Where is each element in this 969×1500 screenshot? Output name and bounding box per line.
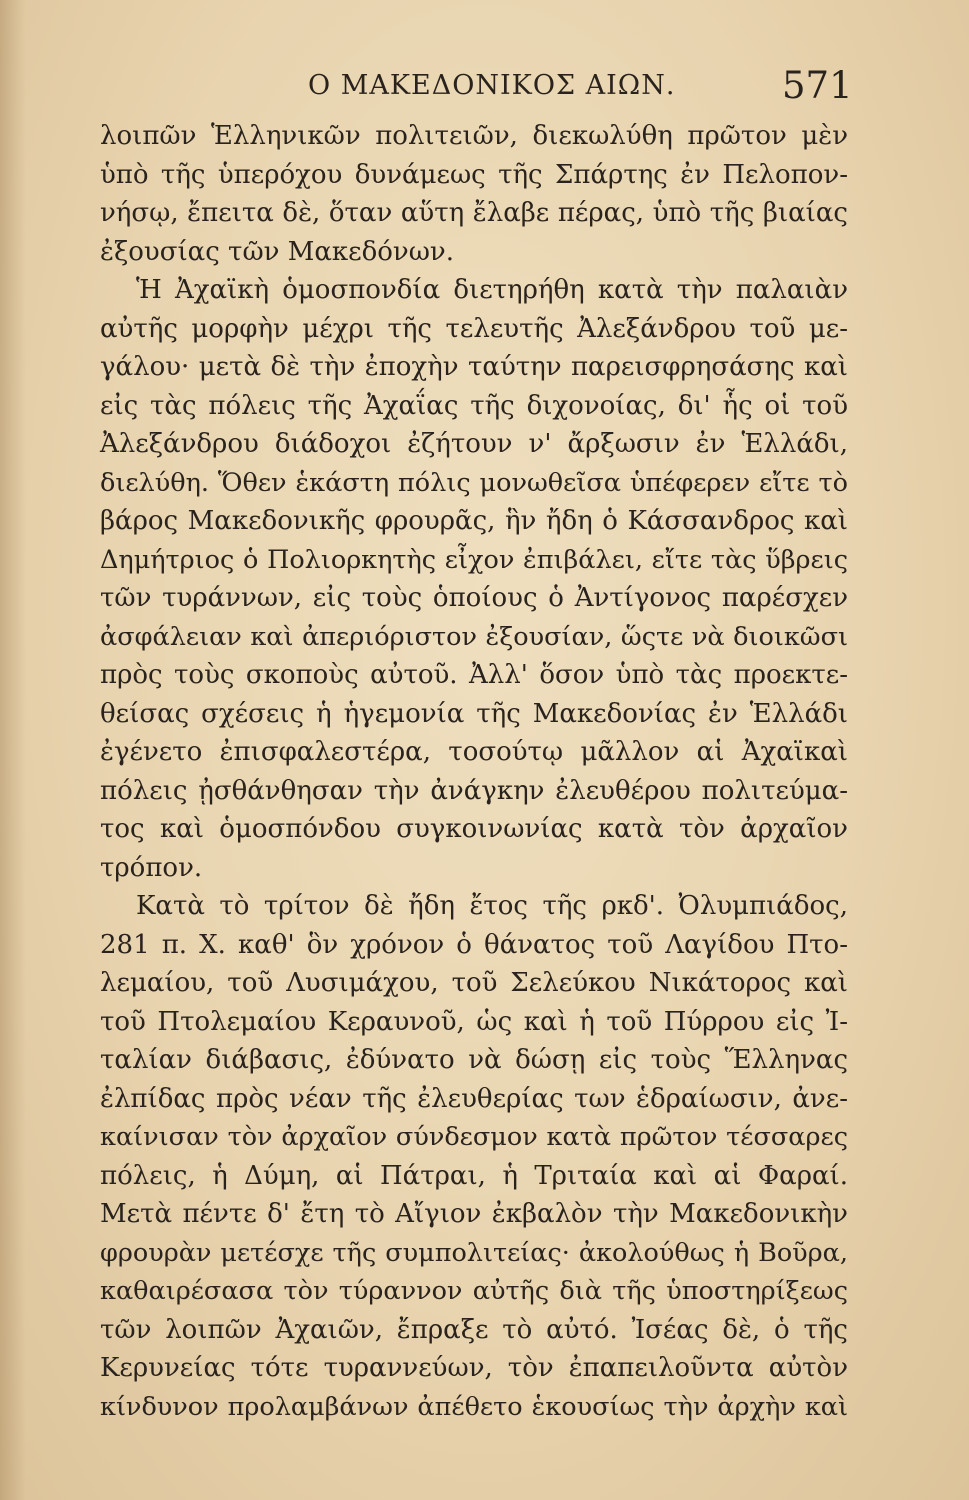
- text-line: κίνδυνον προλαμβάνων ἀπέθετο ἑκουσίως τὴν ἀρχὴν καὶ: [100, 1391, 848, 1422]
- page-edge-shadow: [0, 0, 26, 1500]
- text-line: ταλίαν διάβασις, ἐδύνατο νὰ δώσῃ εἰς τοὺς Ἕλληνας: [100, 1045, 848, 1075]
- text-line: καθαιρέσασα τὸν τύραννον αὐτῆς διὰ τῆς ὑποστηρίξεως: [100, 1276, 848, 1306]
- text-line: Κερυνείας τότε τυραννεύων, τὸν ἐπαπειλοῦντα αὐτὸν: [100, 1353, 848, 1383]
- text-line: Ἀλεξάνδρου διάδοχοι ἐζήτουν ν' ἄρξωσιν ἐν Ἑλλάδι,: [100, 429, 848, 459]
- text-line: 281 π. Χ. καθ' ὃν χρόνον ὁ θάνατος τοῦ Λαγίδου Πτο-: [100, 929, 848, 960]
- page-number: 571: [782, 64, 853, 107]
- text-line: Ἡ Ἀχαϊκὴ ὁμοσπονδία διετηρήθη κατὰ τὴν παλαιὰν: [136, 275, 848, 305]
- text-line: πόλεις ᾐσθάνθησαν τὴν ἀνάγκην ἐλευθέρου πολιτεύμα-: [100, 775, 848, 806]
- text-line: θείσας σχέσεις ἡ ἡγεμονία τῆς Μακεδονίας ἐν Ἑλλάδι: [100, 698, 848, 729]
- text-line: ἐγένετο ἐπισφαλεστέρα, τοσούτῳ μᾶλλον αἱ Ἀχαϊκαὶ: [100, 737, 848, 767]
- text-line: νήσῳ, ἔπειτα δὲ, ὅταν αὕτη ἔλαβε πέρας, ὑπὸ τῆς βιαίας: [100, 198, 848, 228]
- text-line: εἰς τὰς πόλεις τῆς Ἀχαΐας τῆς διχονοίας, δι' ἧς οἱ τοῦ: [100, 390, 848, 421]
- text-line: Κατὰ τὸ τρίτον δὲ ἤδη ἔτος τῆς ρκδ'. Ὀλυμπιάδος,: [136, 891, 848, 921]
- text-line: τῶν λοιπῶν Ἀχαιῶν, ἔπραξε τὸ αὐτό. Ἰσέας δὲ, ὁ τῆς: [100, 1314, 848, 1345]
- text-line: ἐλπίδας πρὸς νέαν τῆς ἐλευθερίας των ἑδραίωσιν, ἀνε-: [100, 1083, 848, 1114]
- text-line: βάρος Μακεδονικῆς φρουρᾶς, ἣν ἤδη ὁ Κάσσανδρος καὶ: [100, 506, 848, 536]
- text-line: λοιπῶν Ἑλληνικῶν πολιτειῶν, διεκωλύθη πρῶτον μὲν: [100, 121, 848, 151]
- text-line: ἐξουσίας τῶν Μακεδόνων.: [100, 236, 454, 267]
- text-line: καίνισαν τὸν ἀρχαῖον σύνδεσμον κατὰ πρῶτον τέσσαρες: [100, 1122, 848, 1152]
- text-line: τοῦ Πτολεμαίου Κεραυνοῦ, ὡς καὶ ἡ τοῦ Πύρρου εἰς Ἰ-: [100, 1006, 848, 1037]
- text-line: ἀσφάλειαν καὶ ἀπεριόριστον ἐξουσίαν, ὥςτε νὰ διοικῶσι: [100, 621, 848, 652]
- text-line: διελύθη. Ὅθεν ἑκάστη πόλις μονωθεῖσα ὑπέφερεν εἴτε τὸ: [100, 467, 848, 498]
- running-head-title: Ο ΜΑΚΕΔΟΝΙΚΟΣ ΑΙΩΝ.: [308, 70, 676, 101]
- text-line: Δημήτριος ὁ Πολιορκητὴς εἶχον ἐπιβάλει, εἴτε τὰς ὕβρεις: [100, 544, 848, 575]
- text-line: τος καὶ ὁμοσπόνδου συγκοινωνίας κατὰ τὸν ἀρχαῖον: [100, 814, 848, 844]
- text-line: αὐτῆς μορφὴν μέχρι τῆς τελευτῆς Ἀλεξάνδρου τοῦ με-: [100, 313, 848, 344]
- text-line: φρουρὰν μετέσχε τῆς συμπολιτείας· ἀκολούθως ἡ Βοῦρα,: [100, 1237, 848, 1268]
- text-line: πρὸς τοὺς σκοποὺς αὐτοῦ. Ἀλλ' ὅσον ὑπὸ τὰς προεκτε-: [100, 660, 848, 690]
- text-line: ὑπὸ τῆς ὑπερόχου δυνάμεως τῆς Σπάρτης ἐν Πελοπον-: [100, 159, 848, 190]
- text-line: πόλεις, ἡ Δύμη, αἱ Πάτραι, ἡ Τριταία καὶ αἱ Φαραί.: [100, 1160, 848, 1191]
- text-line: γάλου· μετὰ δὲ τὴν ἐποχὴν ταύτην παρεισφρησάσης καὶ: [100, 352, 848, 382]
- text-line: Μετὰ πέντε δ' ἔτη τὸ Αἴγιον ἐκβαλὸν τὴν Μακεδονικὴν: [100, 1199, 848, 1229]
- running-head: [0, 64, 969, 107]
- text-line: τῶν τυράννων, εἰς τοὺς ὁποίους ὁ Ἀντίγονος παρέσχεν: [100, 583, 848, 613]
- body-text: [100, 117, 848, 1426]
- text-line: λεμαίου, τοῦ Λυσιμάχου, τοῦ Σελεύκου Νικάτορος καὶ: [100, 968, 848, 998]
- text-line: τρόπον.: [100, 852, 203, 883]
